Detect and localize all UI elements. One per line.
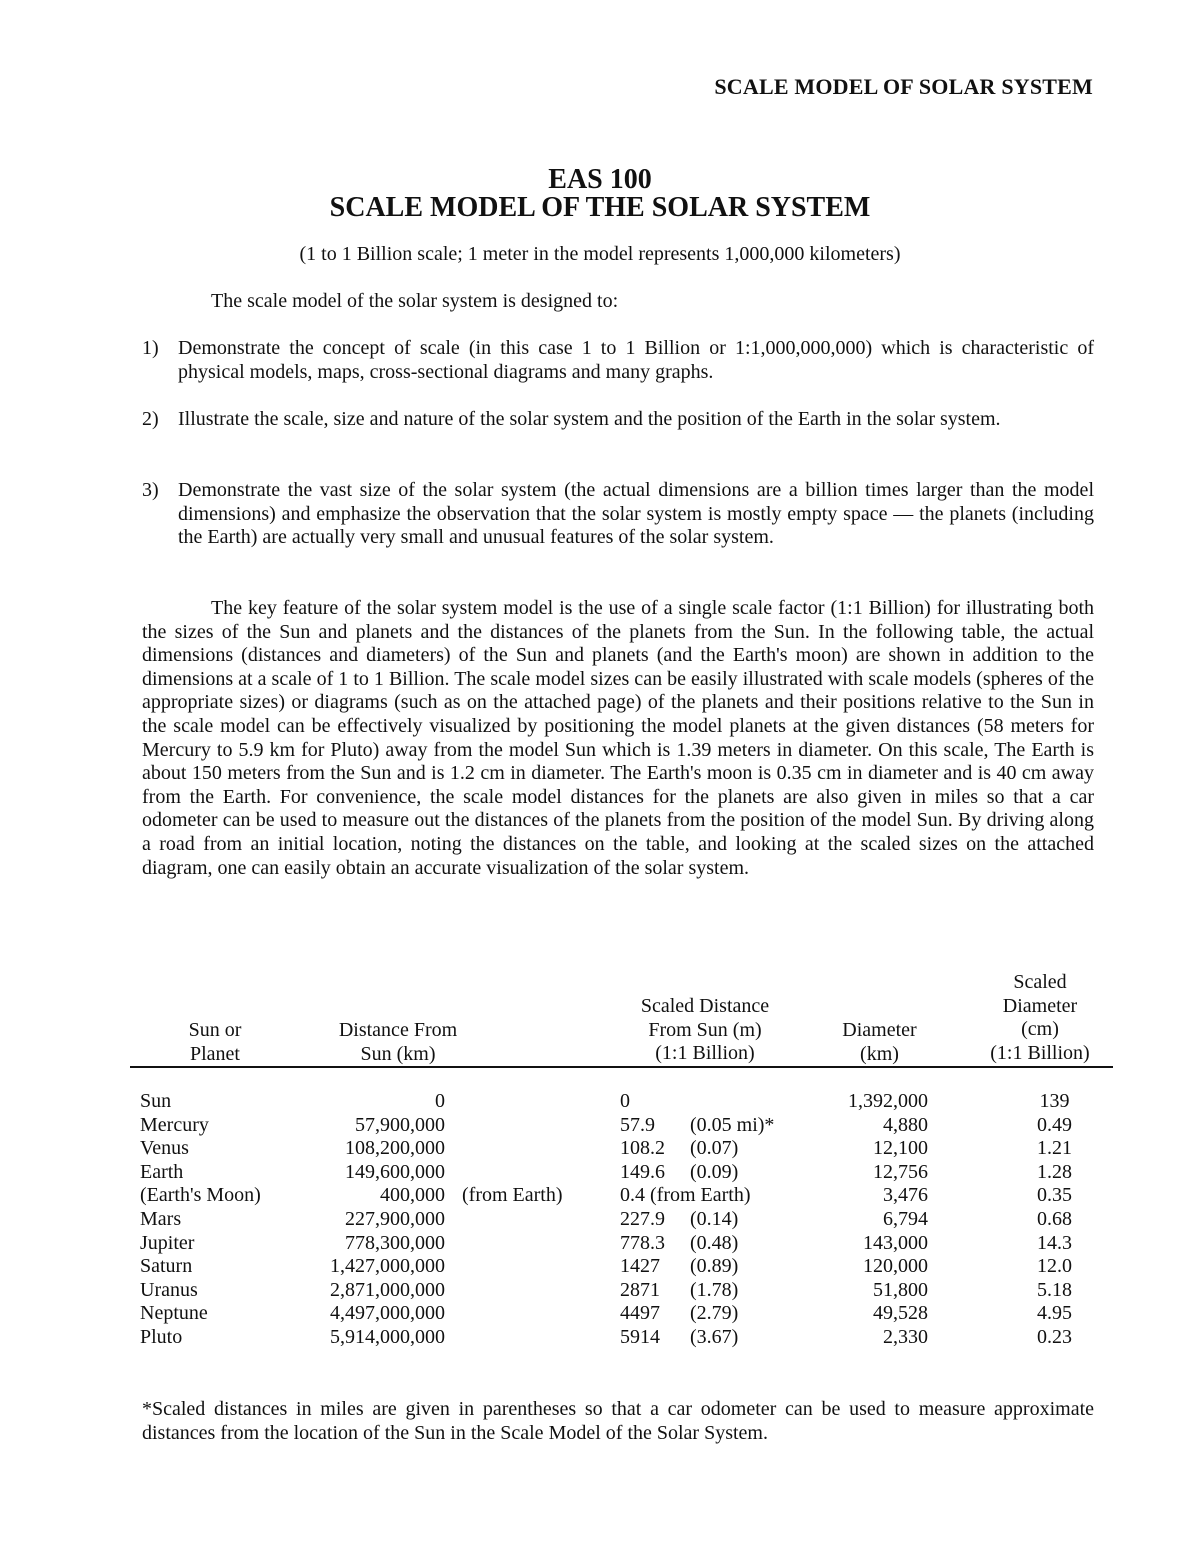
cell-scaled-diameter: 14.3 [1037, 1231, 1072, 1254]
cell-name: Mercury [140, 1113, 209, 1136]
cell-distance: 2,871,000,000 [330, 1278, 445, 1301]
cell-diameter: 1,392,000 [848, 1090, 928, 1112]
cell-distance: 5,914,000,000 [330, 1325, 445, 1348]
cell-diameter: 6,794 [883, 1207, 928, 1230]
header-scaled-diameter: Scaled Diameter (cm) (1:1 Billion) [990, 971, 1090, 1064]
planet-table [130, 968, 1113, 1348]
table-body [130, 1090, 1113, 1350]
table-row [130, 1208, 1113, 1232]
cell-diameter: 143,000 [863, 1231, 928, 1254]
list-item [142, 479, 1094, 550]
list-item-text: Demonstrate the concept of scale (in this case 1 to 1 Billion or 1:1,000,000,000) which is characteristic of physical models, maps, cross-sectional diagrams and many graphs. [178, 337, 1094, 383]
cell-miles: (0.48) [690, 1231, 739, 1254]
course-title: EAS 100 [548, 164, 652, 195]
cell-name: Saturn [140, 1255, 193, 1278]
list-item-number: 1) [142, 337, 159, 359]
list-item [142, 337, 1094, 384]
table-row [130, 1161, 1113, 1185]
intro-text: The scale model of the solar system is designed to: [211, 290, 619, 312]
cell-diameter: 2,330 [883, 1325, 928, 1348]
cell-distance: 149,600,000 [345, 1160, 445, 1183]
cell-miles: (0.05 mi)* [690, 1113, 775, 1136]
cell-distance: 778,300,000 [345, 1231, 445, 1254]
cell-diameter: 120,000 [863, 1255, 928, 1278]
table-row [130, 1302, 1113, 1326]
cell-scaled: 0.4 (from Earth) [620, 1184, 751, 1207]
cell-distance: 4,497,000,000 [330, 1302, 445, 1325]
cell-note: (from Earth) [462, 1184, 563, 1207]
table-row [130, 1326, 1113, 1350]
cell-distance: 0 [435, 1090, 445, 1112]
list-item-number: 3) [142, 479, 159, 501]
running-header: SCALE MODEL OF SOLAR SYSTEM [714, 74, 1093, 99]
cell-miles: (0.09) [690, 1160, 739, 1183]
cell-name: Neptune [140, 1302, 208, 1325]
footnote: *Scaled distances in miles are given in parentheses so that a car odometer can be used to measure approximate distances from the location of the Sun in the Scale Model of the Solar System. [142, 1398, 1094, 1444]
cell-scaled: 5914 [620, 1325, 660, 1348]
cell-scaled-diameter: 139 [1039, 1090, 1070, 1112]
cell-miles: (2.79) [690, 1302, 739, 1325]
cell-name: Mars [140, 1207, 182, 1230]
cell-scaled: 2871 [620, 1278, 660, 1301]
cell-scaled-diameter: 0.23 [1037, 1325, 1072, 1348]
cell-diameter: 12,756 [873, 1160, 928, 1183]
cell-scaled: 1427 [620, 1255, 660, 1278]
cell-scaled-diameter: 1.28 [1037, 1160, 1072, 1183]
cell-name: (Earth's Moon) [140, 1184, 261, 1207]
cell-scaled: 108.2 [620, 1137, 665, 1160]
cell-diameter: 3,476 [883, 1184, 928, 1207]
cell-name: Uranus [140, 1278, 198, 1301]
cell-name: Jupiter [140, 1231, 195, 1254]
cell-scaled-diameter: 0.68 [1037, 1207, 1072, 1230]
cell-scaled: 0 [620, 1090, 630, 1112]
cell-scaled: 4497 [620, 1302, 660, 1325]
cell-distance: 108,200,000 [345, 1137, 445, 1160]
cell-diameter: 49,528 [873, 1302, 928, 1325]
table-row [130, 1232, 1113, 1256]
cell-scaled-diameter: 0.35 [1037, 1184, 1072, 1207]
cell-scaled-diameter: 4.95 [1037, 1302, 1072, 1325]
cell-name: Sun [140, 1090, 172, 1112]
table-row [130, 1090, 1113, 1114]
table-row [130, 1137, 1113, 1161]
page-title: SCALE MODEL OF THE SOLAR SYSTEM [329, 192, 871, 223]
cell-miles: (3.67) [690, 1325, 739, 1348]
cell-miles: (0.89) [690, 1255, 739, 1278]
table-row [130, 1255, 1113, 1279]
header-diameter: Diameter (km) [842, 1019, 917, 1065]
scale-subtitle: (1 to 1 Billion scale; 1 meter in the model represents 1,000,000 kilometers) [299, 243, 901, 265]
body-paragraph [142, 597, 1094, 880]
cell-name: Venus [140, 1137, 189, 1160]
cell-scaled-diameter: 5.18 [1037, 1278, 1072, 1301]
cell-scaled: 149.6 [620, 1160, 665, 1183]
header-distance: Distance From Sun (km) [338, 1019, 458, 1065]
list-item-number: 2) [142, 408, 159, 430]
list-item [142, 408, 1094, 432]
header-scaled-distance: Scaled Distance From Sun (m) (1:1 Billion) [640, 995, 770, 1064]
cell-distance: 1,427,000,000 [330, 1255, 445, 1278]
list-item-text: Demonstrate the vast size of the solar system (the actual dimensions are a billion times larger than the model dimensions) and emphasize the observation that the solar system is mostly empty space — the planets (including the Earth) are actually very small and unusual features of the solar system. [178, 479, 1094, 548]
list-item-text: Illustrate the scale, size and nature of the solar system and the position of the Earth in the solar system. [178, 408, 1001, 430]
cell-scaled-diameter: 0.49 [1037, 1113, 1072, 1136]
cell-distance: 227,900,000 [345, 1207, 445, 1230]
title-block [0, 166, 1200, 222]
cell-miles: (1.78) [690, 1278, 739, 1301]
cell-scaled-diameter: 1.21 [1037, 1137, 1072, 1160]
cell-miles: (0.07) [690, 1137, 739, 1160]
table-row [130, 1279, 1113, 1303]
table-row [130, 1184, 1113, 1208]
cell-diameter: 12,100 [873, 1137, 928, 1160]
cell-scaled-diameter: 12.0 [1037, 1255, 1072, 1278]
cell-name: Earth [140, 1160, 184, 1183]
cell-scaled: 227.9 [620, 1207, 665, 1230]
cell-diameter: 4,880 [883, 1113, 928, 1136]
cell-scaled: 57.9 [620, 1113, 655, 1136]
cell-name: Pluto [140, 1325, 183, 1348]
table-row [130, 1114, 1113, 1138]
table-header [130, 968, 1113, 1066]
cell-distance: 400,000 [380, 1184, 445, 1207]
cell-scaled: 778.3 [620, 1231, 665, 1254]
header-name: Sun or Planet [188, 1019, 242, 1065]
cell-miles: (0.14) [690, 1207, 739, 1230]
cell-distance: 57,900,000 [355, 1113, 445, 1136]
body-paragraph-text: The key feature of the solar system model is the use of a single scale factor (1:1 Billion) for illustrating both the sizes of the Sun and planets and the distances of the planets from the Sun. In the following table, the actual dimensions (distances and diameters) of the Sun and planets (and the Earth's moon) are shown in addition to the dimensions at a scale of 1 to 1 Billion. The scale model sizes can be easily illustrated with scale models (spheres of the appropriate sizes) or diagrams (such as on the attached page) of the planets and their positions relative to the Sun in the scale model can be effectively visualized by positioning the model planets at the given distances (58 meters for Mercury to 5.9 km for Pluto) away from the model Sun which is 1.39 meters in diameter. On this scale, The Earth is about 150 meters from the Sun and is 1.2 cm in diameter. The Earth's moon is 0.35 cm in diameter and is 40 cm away from the Earth. For convenience, the scale model distances for the planets are also given in miles so that a car odometer can be used to measure out the distances of the planets from the position of the model Sun. By driving along a road from an initial location, noting the distances on the table, and looking at the scaled sizes on the attached diagram, one can easily obtain an accurate visualization of the solar system. [142, 597, 1094, 879]
cell-diameter: 51,800 [873, 1278, 928, 1301]
table-header-rule [130, 1066, 1113, 1068]
